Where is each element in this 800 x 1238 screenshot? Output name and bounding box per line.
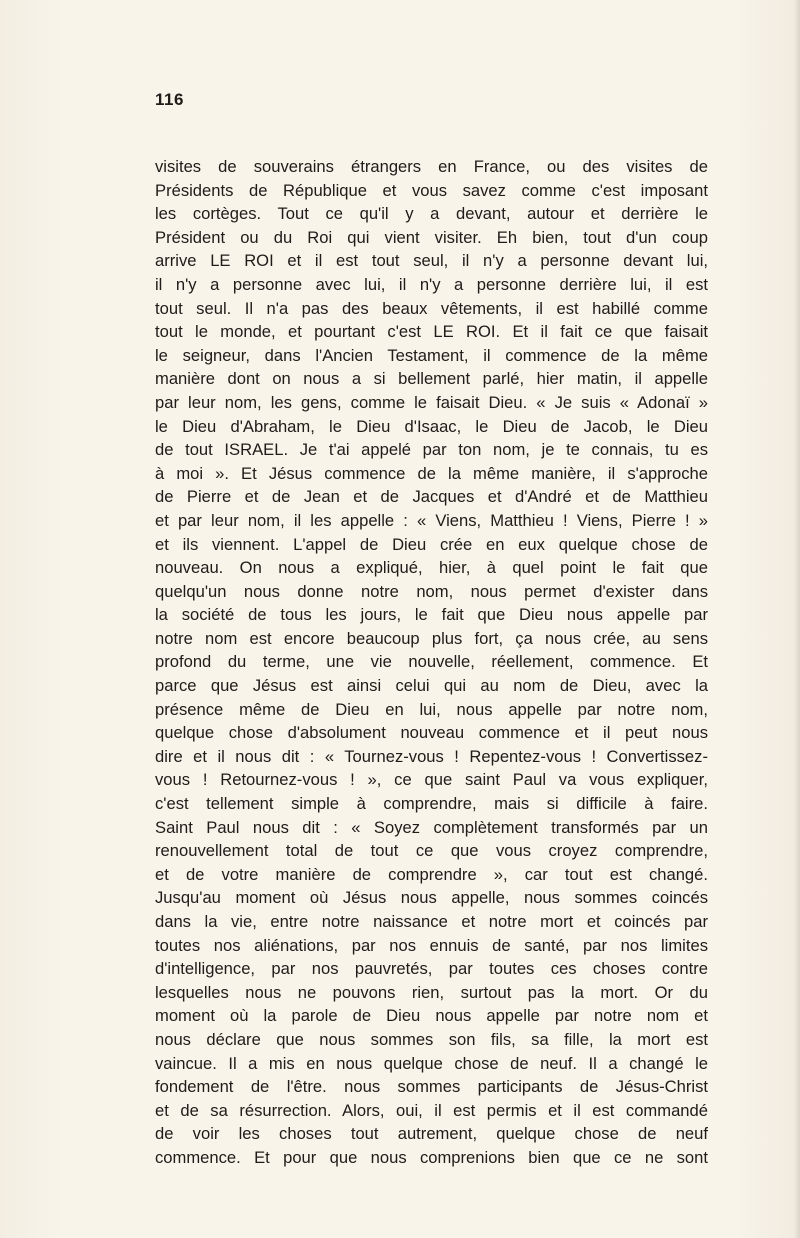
text-line: vous ! Retournez-vous ! », ce que saint Paul va vous expliquer, xyxy=(155,770,708,790)
text-line: arrive LE ROI et il est tout seul, il n'y a personne devant lui, xyxy=(155,251,708,271)
text-line: tout seul. Il n'a pas des beaux vêtements, il est habillé comme xyxy=(155,298,708,318)
text-line: de voir les choses tout autrement, quelque chose de neuf xyxy=(155,1124,708,1144)
text-line: manière dont on nous a si bellement parlé, hier matin, il appelle xyxy=(155,369,708,389)
text-line: le seigneur, dans l'Ancien Testament, il commence de la même xyxy=(155,345,708,365)
text-line: dire et il nous dit : « Tournez-vous ! Repentez-vous ! Convertissez- xyxy=(155,746,708,766)
text-line: d'intelligence, par nos pauvretés, par toutes ces choses contre xyxy=(155,959,708,979)
text-line: quelque chose d'absolument nouveau commence et il peut nous xyxy=(155,723,708,743)
text-line: la société de tous les jours, le fait que Dieu nous appelle par xyxy=(155,605,708,625)
body-text xyxy=(155,155,708,1170)
text-line: toutes nos aliénations, par nos ennuis de santé, par nos limites xyxy=(155,935,708,955)
text-line: vaincue. Il a mis en nous quelque chose de neuf. Il a changé le xyxy=(155,1053,708,1073)
text-line: notre nom est encore beaucoup plus fort, ça nous crée, au sens xyxy=(155,628,708,648)
text-line: tout le monde, et pourtant c'est LE ROI. Et il fait ce que faisait xyxy=(155,322,708,342)
text-line: et de votre manière de comprendre », car tout est changé. xyxy=(155,864,708,884)
text-line: visites de souverains étrangers en France, ou des visites de xyxy=(155,157,708,176)
text-line: nouveau. On nous a expliqué, hier, à quel point le fait que xyxy=(155,558,708,578)
text-line: dans la vie, entre notre naissance et notre mort et coincés par xyxy=(155,912,708,931)
page-edge-shadow xyxy=(794,0,800,1238)
text-line: profond du terme, une vie nouvelle, réellement, commence. Et xyxy=(155,652,708,672)
text-line: Jusqu'au moment où Jésus nous appelle, nous sommes coincés xyxy=(155,888,708,908)
text-line: à moi ». Et Jésus commence de la même manière, il s'approche xyxy=(155,463,708,483)
text-line: fondement de l'être. nous sommes participants de Jésus-Christ xyxy=(155,1077,708,1097)
text-line: c'est tellement simple à comprendre, mais si difficile à faire. xyxy=(155,794,708,814)
text-line: les cortèges. Tout ce qu'il y a devant, autour et derrière le xyxy=(155,204,708,224)
text-line: Président ou du Roi qui vient visiter. Eh bien, tout d'un coup xyxy=(155,227,708,247)
text-line: le Dieu d'Abraham, le Dieu d'Isaac, le Dieu de Jacob, le Dieu xyxy=(155,416,708,436)
text-line: moment où la parole de Dieu nous appelle par notre nom et xyxy=(155,1006,708,1026)
text-line: Présidents de République et vous savez comme c'est imposant xyxy=(155,180,708,200)
text-line: de Pierre et de Jean et de Jacques et d'André et de Matthieu xyxy=(155,487,708,507)
page-number: 116 xyxy=(155,90,184,109)
text-line: et de sa résurrection. Alors, oui, il est permis et il est commandé xyxy=(155,1100,708,1120)
text-line: renouvellement total de tout ce que vous croyez comprendre, xyxy=(155,841,708,861)
text-line: par leur nom, les gens, comme le faisait Dieu. « Je suis « Adonaï » xyxy=(155,392,708,412)
text-line: lesquelles nous ne pouvons rien, surtout pas la mort. Or du xyxy=(155,982,708,1002)
text-line: présence même de Dieu en lui, nous appelle par notre nom, xyxy=(155,699,708,719)
text-line: quelqu'un nous donne notre nom, nous permet d'exister dans xyxy=(155,581,708,601)
text-line: et par leur nom, il les appelle : « Viens, Matthieu ! Viens, Pierre ! » xyxy=(155,510,708,530)
text-line: il n'y a personne avec lui, il n'y a personne derrière lui, il est xyxy=(155,274,708,294)
text-line: parce que Jésus est ainsi celui qui au nom de Dieu, avec la xyxy=(155,676,708,696)
text-line: nous déclare que nous sommes son fils, sa fille, la mort est xyxy=(155,1029,708,1049)
text-line: de tout ISRAEL. Je t'ai appelé par ton nom, je te connais, tu es xyxy=(155,440,708,460)
text-line: et ils viennent. L'appel de Dieu crée en eux quelque chose de xyxy=(155,534,708,554)
text-line: Saint Paul nous dit : « Soyez complètement transformés par un xyxy=(155,817,708,837)
text-line: commence. Et pour que nous comprenions bien que ce ne sont xyxy=(155,1147,708,1167)
